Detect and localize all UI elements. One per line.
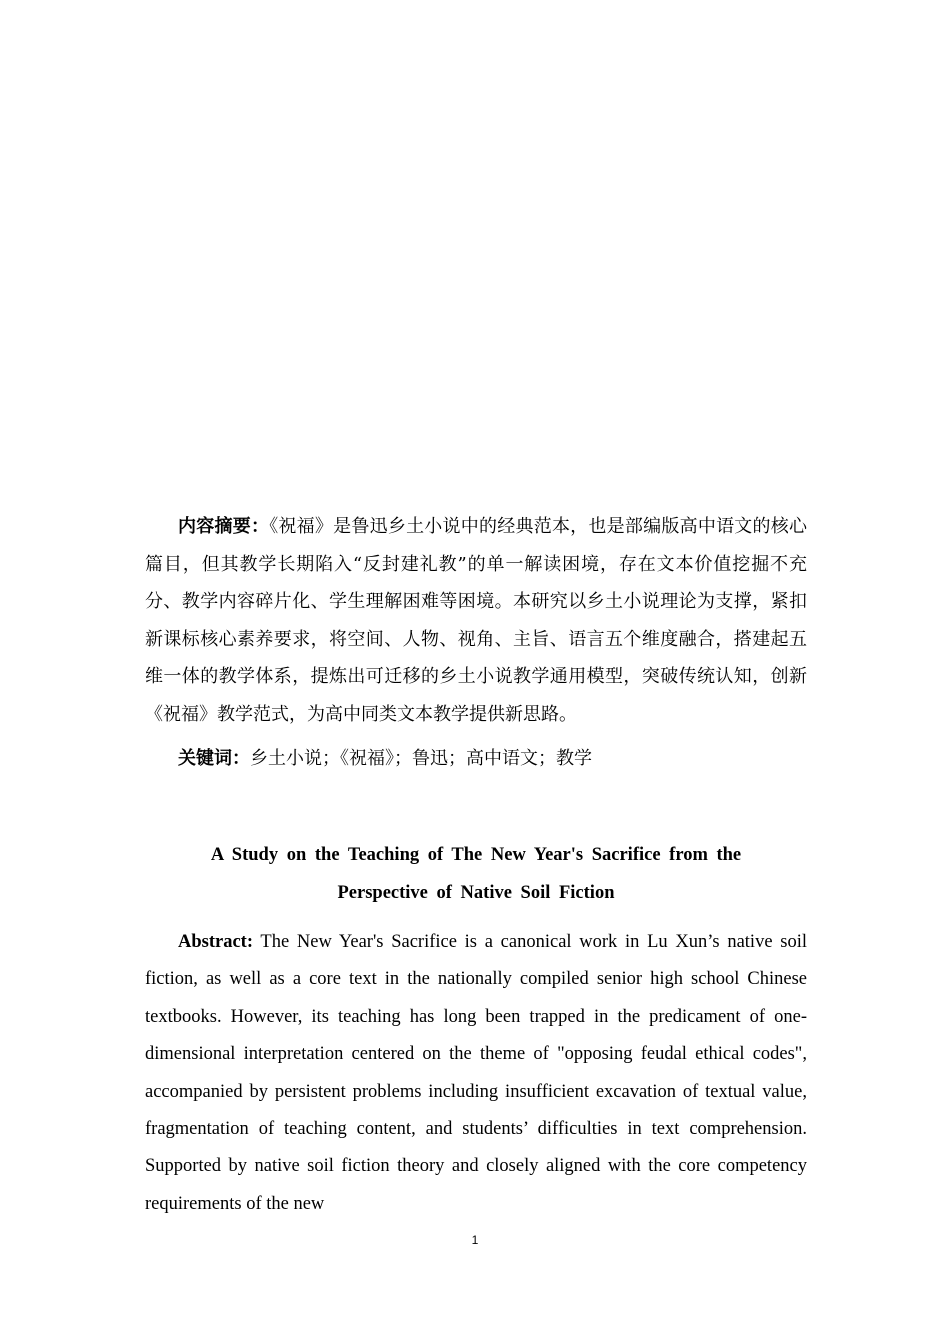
chinese-keywords-label: 关键词： bbox=[178, 748, 250, 769]
chinese-abstract-label: 内容摘要： bbox=[178, 516, 270, 537]
chinese-keywords-text: 乡土小说；《祝福》；鲁迅；高中语文；教学 bbox=[250, 748, 592, 769]
english-title-line1: A Study on the Teaching of The New Year's Sacrifice from the bbox=[210, 845, 742, 865]
page-number: 1 bbox=[471, 1233, 479, 1247]
english-title bbox=[145, 837, 807, 912]
chinese-keywords bbox=[145, 740, 807, 777]
english-abstract-text: The New Year's Sacrifice is a canonical work in Lu Xun’s native soil fiction, as well as a core text in the nationally compiled senior high school Chinese textbooks. However, its teaching has long been trapped in the predicament of one-dimensional interpretation centered on the theme of "opposing feudal ethical codes", accompanied by persistent problems including insufficient excavation of textual value, fragmentation of teaching content, and students’ difficulties in text comprehension. Supported by native soil fiction theory and closely aligned with the core competency requirements of the new bbox=[145, 932, 807, 1214]
chinese-abstract bbox=[145, 508, 807, 733]
english-abstract bbox=[145, 924, 807, 1223]
english-title-line2: Perspective of Native Soil Fiction bbox=[337, 882, 615, 903]
chinese-abstract-text: 《祝福》是鲁迅乡土小说中的经典范本，也是部编版高中语文的核心篇目，但其教学长期陷入“反封建礼教”的单一解读困境，存在文本价值挖掘不充分、教学内容碎片化、学生理解困难等困境。本研究以乡土小说理论为支撑，紧扣新课标核心素养要求，将空间、人物、视角、主旨、语言五个维度融合，搭建起五维一体的教学体系，提炼出可迁移的乡土小说教学通用模型，突破传统认知，创新《祝福》教学范式，为高中同类文本教学提供新思路。 bbox=[145, 516, 808, 725]
english-abstract-label: Abstract: bbox=[178, 932, 254, 952]
